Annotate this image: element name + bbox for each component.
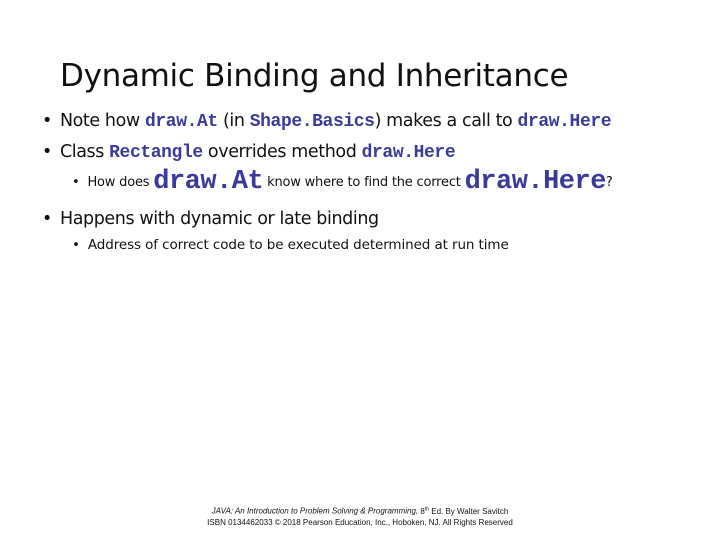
bullet-text: Class (59, 142, 110, 162)
bullet-marker: • (42, 111, 52, 131)
bullet-marker: • (42, 209, 52, 229)
footer-edition-sup: th (424, 506, 430, 512)
bullet-text: ) makes a call to (374, 111, 518, 131)
bullet-marker: • (72, 237, 80, 253)
bullet-text: Note how (59, 111, 145, 131)
bullet-text: ? (605, 175, 613, 190)
code-rectangle: Rectangle (109, 143, 203, 163)
code-shape-basics: Shape.Basics (249, 112, 375, 132)
bullet-text: overrides method (202, 142, 362, 162)
code-draw-here: draw.Here (464, 167, 606, 197)
footer-edition-num: 8 (420, 506, 425, 516)
bullet-text: (in (217, 111, 250, 131)
code-draw-at: draw.At (145, 112, 218, 132)
footer-book (0, 506, 720, 516)
code-draw-here: draw.Here (361, 143, 456, 163)
bullet-text: How does (87, 175, 154, 190)
slide-title: Dynamic Binding and Inheritance (60, 58, 569, 94)
sub-bullet-address (72, 237, 509, 253)
bullet-note-draw-at (42, 111, 611, 132)
bullet-marker: • (72, 175, 80, 190)
bullet-marker: • (42, 142, 52, 162)
footer-book-title: JAVA: An Introduction to Problem Solving & Programming, (211, 506, 419, 516)
bullet-dynamic-binding (42, 209, 379, 229)
footer-edition (420, 507, 508, 516)
code-draw-at: draw.At (153, 167, 264, 197)
footer-edition-rest: Ed. By Walter Savitch (429, 506, 509, 516)
bullet-rectangle-overrides (42, 142, 455, 163)
footer-copyright: ISBN 0134462033 © 2018 Pearson Education, Inc., Hoboken, NJ. All Rights Reserved (207, 518, 513, 527)
sub-bullet-how-does (72, 167, 613, 197)
code-draw-here: draw.Here (517, 112, 612, 132)
bullet-text: Happens with dynamic or late binding (59, 209, 379, 229)
bullet-text: know where to find the correct (263, 175, 465, 190)
bullet-text: Address of correct code to be executed determined at run time (87, 237, 509, 253)
